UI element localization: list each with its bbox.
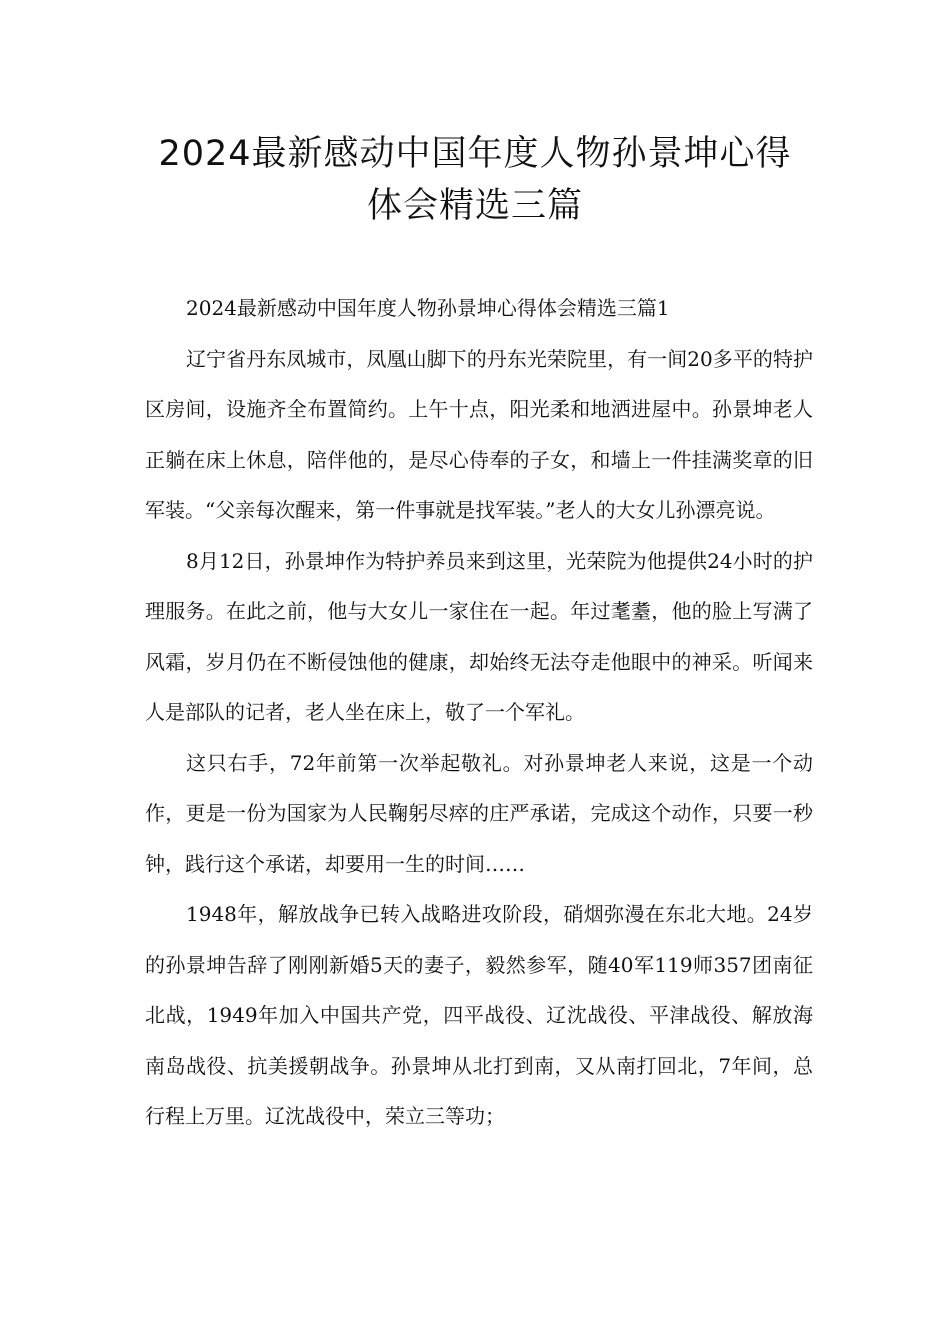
- document-body: [145, 283, 813, 1142]
- body-paragraph: 8月12日，孙景坤作为特护养员来到这里，光荣院为他提供24小时的护理服务。在此之前，他与大女儿一家住在一起。年过耄耋，他的脸上写满了风霜，岁月仍在不断侵蚀他的健康，却始终无法夺走他眼中的神采。听闻来人是部队的记者，老人坐在床上，敬了一个军礼。: [145, 548, 813, 724]
- title-line-2: 体会精选三篇: [366, 186, 583, 226]
- body-paragraph: 这只右手，72年前第一次举起敬礼。对孙景坤老人来说，这是一个动作，更是一份为国家为人民鞠躬尽瘁的庄严承诺，完成这个动作，只要一秒钟，践行这个承诺，却要用一生的时间……: [145, 750, 813, 876]
- title-line-1: 2024最新感动中国年度人物孙景坤心得: [158, 134, 792, 174]
- body-paragraph: 1948年，解放战争已转入战略进攻阶段，硝烟弥漫在东北大地。24岁的孙景坤告辞了刚刚新婚5天的妻子，毅然参军，随40军119师357团南征北战，1949年加入中国共产党，四平战役、辽沈战役、平津战役、解放海南岛战役、抗美援朝战争。孙景坤从北打到南，又从南打回北，7年间，总行程上万里。辽沈战役中，荣立三等功；: [145, 902, 813, 1128]
- document-title: [100, 128, 850, 232]
- section-heading: 2024最新感动中国年度人物孙景坤心得体会精选三篇1: [186, 296, 670, 320]
- body-paragraph: 辽宁省丹东凤城市，凤凰山脚下的丹东光荣院里，有一间20多平的特护区房间，设施齐全布置简约。上午十点，阳光柔和地洒进屋中。孙景坤老人正躺在床上休息，陪伴他的，是尽心侍奉的子女，和墙上一件挂满奖章的旧军装。“父亲每次醒来，第一件事就是找军装。”老人的大女儿孙漂亮说。: [145, 346, 813, 522]
